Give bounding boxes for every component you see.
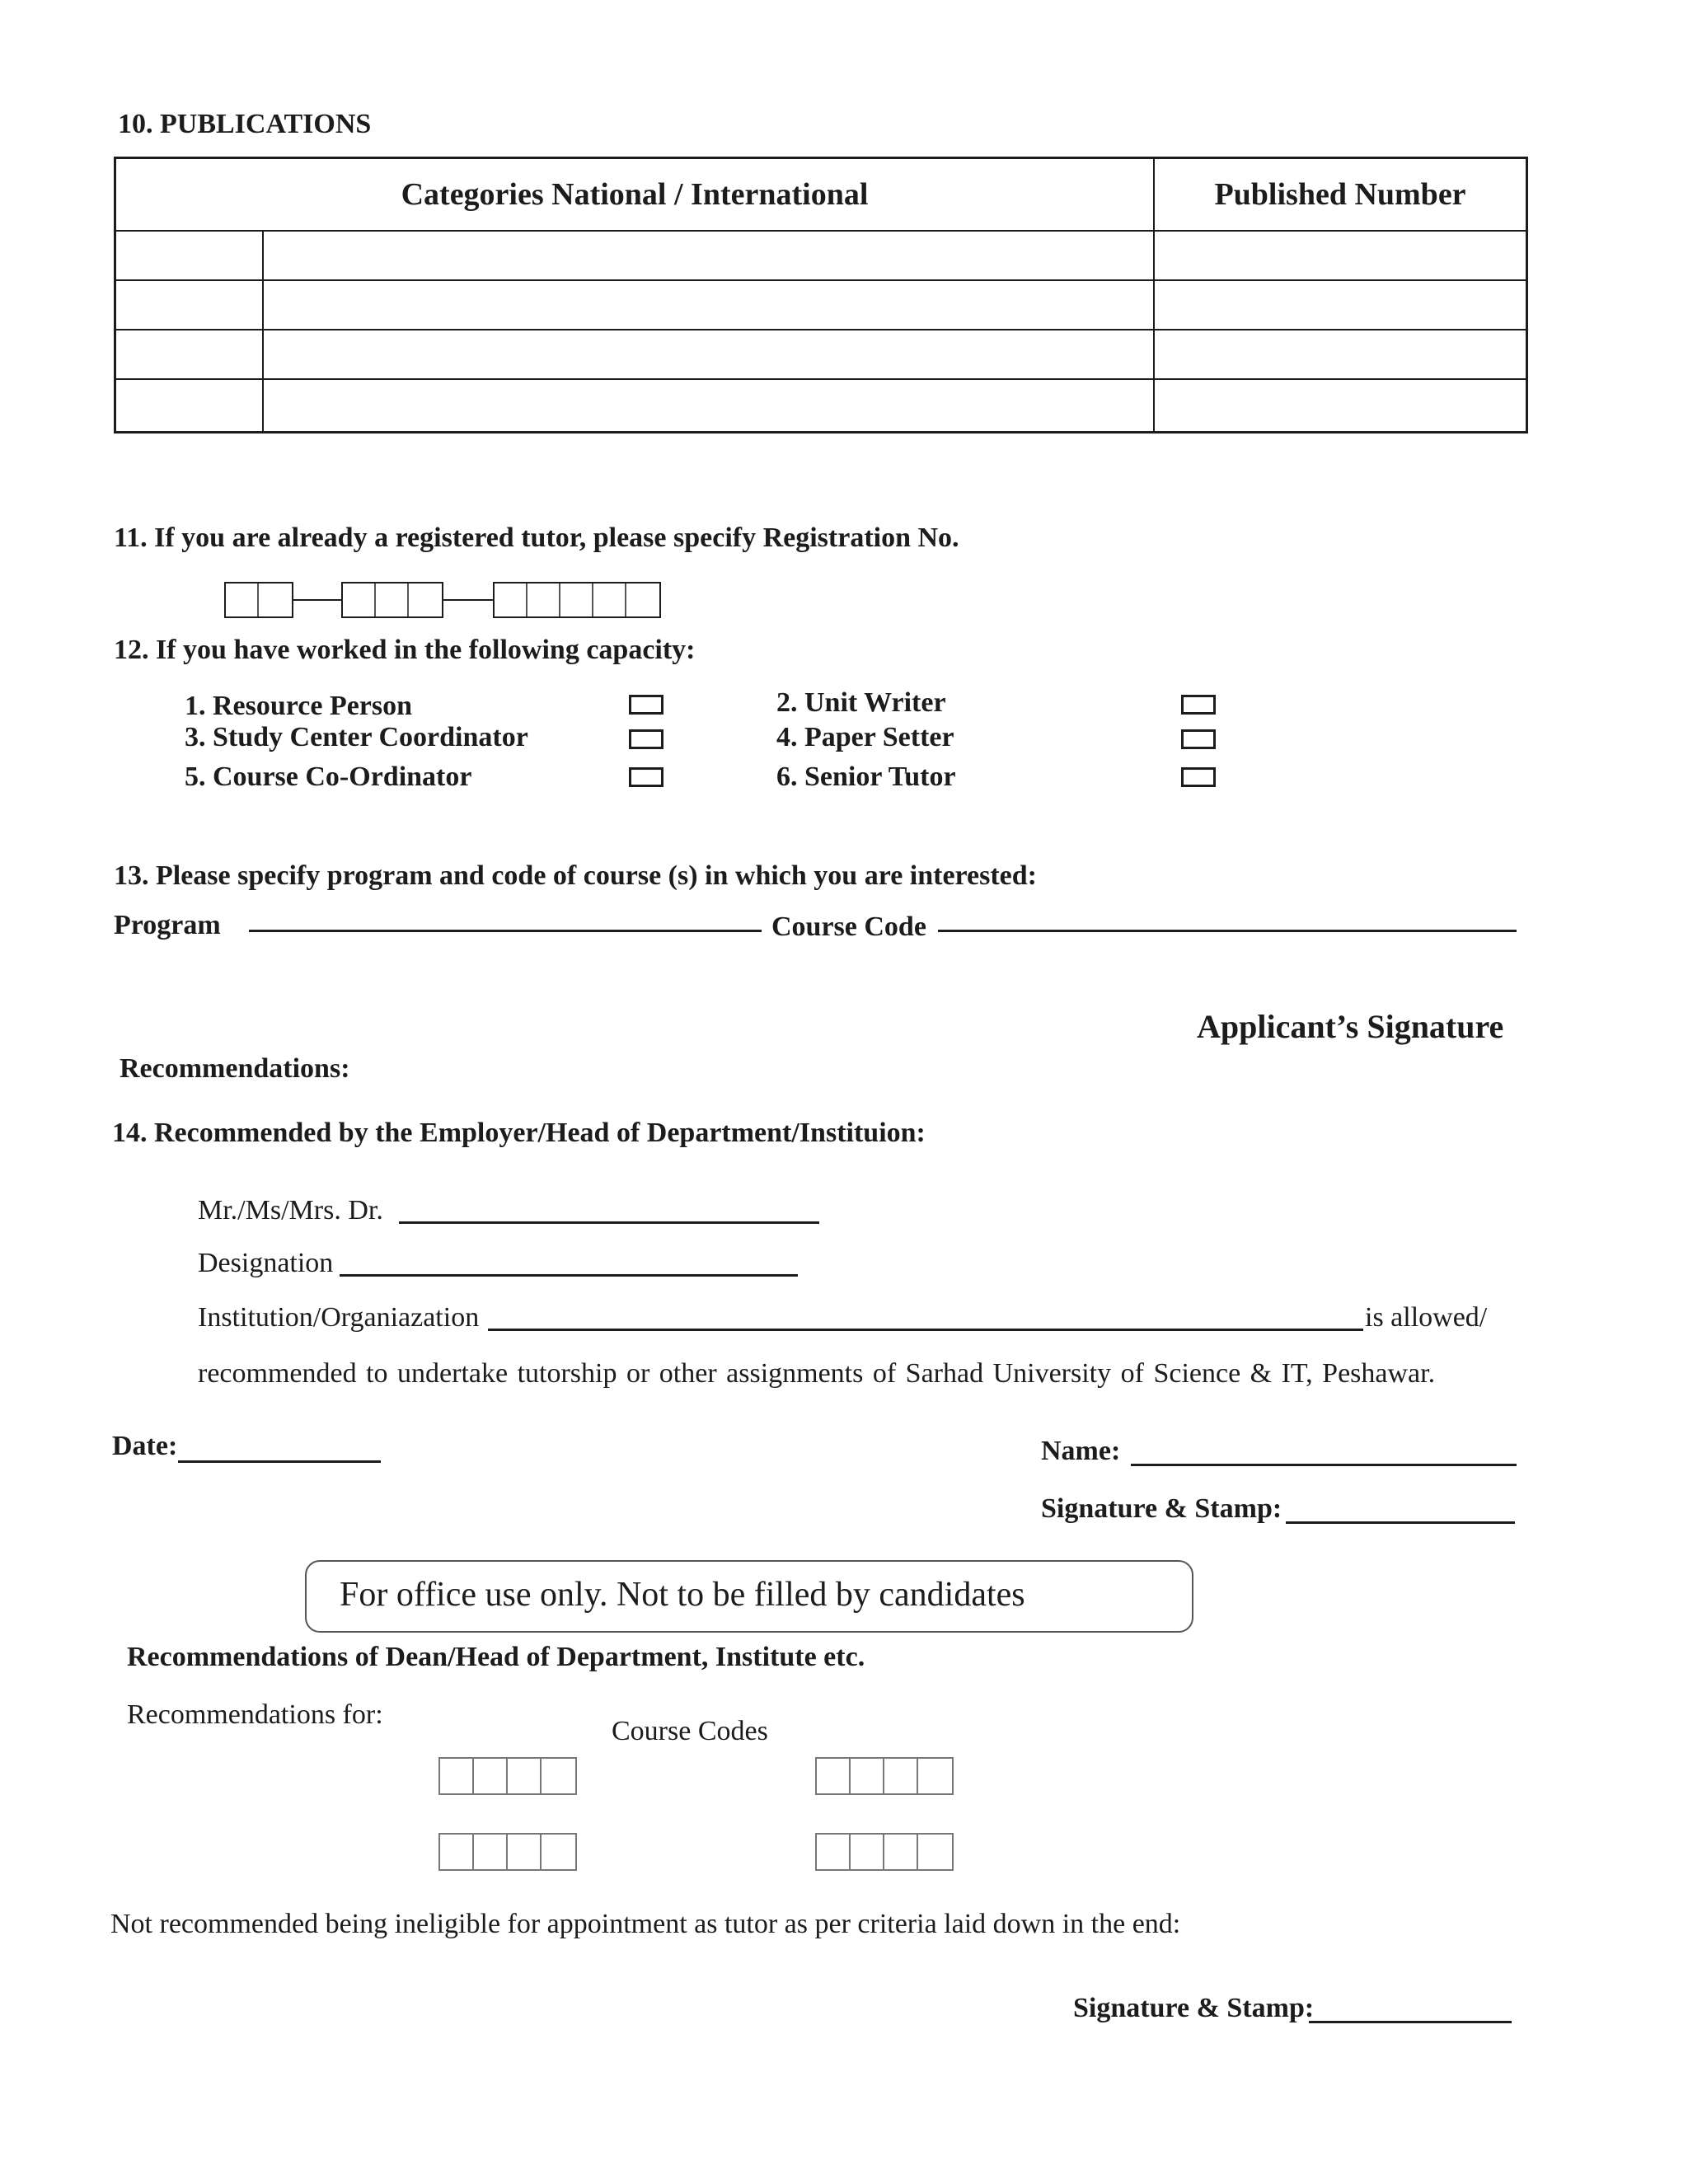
option-study-center-coordinator: 3. Study Center Coordinator [185, 722, 528, 752]
publications-table [114, 157, 1528, 434]
signature-stamp-field[interactable] [1286, 1521, 1515, 1524]
recommender-name-label: Mr./Ms/Mrs. Dr. [198, 1195, 383, 1226]
row-index-cell[interactable] [115, 231, 264, 280]
published-number-cell[interactable] [1154, 280, 1527, 330]
course-codes-label: Course Codes [612, 1716, 768, 1746]
course-code-box[interactable] [815, 1757, 954, 1795]
institution-label: Institution/Organiazation [198, 1302, 480, 1333]
dean-recommendations-title: Recommendations of Dean/Head of Department, Institute etc. [127, 1642, 865, 1672]
row-index-cell[interactable] [115, 280, 264, 330]
checkbox-resource-person[interactable] [629, 695, 663, 715]
categories-header: Categories National / International [115, 158, 1155, 232]
date-label: Date: [112, 1431, 178, 1461]
table-row [115, 330, 1527, 379]
section-10-title: 10. PUBLICATIONS [118, 109, 372, 139]
category-cell[interactable] [263, 231, 1154, 280]
table-row [115, 231, 1527, 280]
option-unit-writer: 2. Unit Writer [776, 687, 946, 718]
section-11-question: 11. If you are already a registered tutor, please specify Registration No. [114, 523, 959, 553]
table-header-row [115, 158, 1527, 232]
option-resource-person: 1. Resource Person [185, 691, 413, 721]
office-use-banner [305, 1560, 1193, 1633]
table-row [115, 379, 1527, 433]
section-13-question: 13. Please specify program and code of course (s) in which you are interested: [114, 860, 1037, 891]
row-index-cell[interactable] [115, 379, 264, 433]
published-number-cell[interactable] [1154, 330, 1527, 379]
option-paper-setter: 4. Paper Setter [776, 722, 954, 752]
designation-label: Designation [198, 1248, 334, 1278]
option-senior-tutor: 6. Senior Tutor [776, 762, 956, 792]
registration-dash [443, 599, 493, 601]
date-field[interactable] [178, 1460, 381, 1463]
recommendations-label: Recommendations: [120, 1053, 350, 1084]
recommender-name-field[interactable] [399, 1221, 819, 1224]
program-field[interactable] [249, 930, 762, 932]
course-code-field[interactable] [938, 930, 1517, 932]
category-cell[interactable] [263, 379, 1154, 433]
institution-field[interactable] [488, 1329, 1363, 1331]
applicant-signature-label: Applicant’s Signature [1197, 1008, 1504, 1045]
office-signature-stamp-field[interactable] [1309, 2021, 1512, 2023]
not-recommended-text: Not recommended being ineligible for appointment as tutor as per criteria laid down in the end: [110, 1909, 1181, 1939]
name-field[interactable] [1131, 1464, 1517, 1466]
designation-field[interactable] [340, 1274, 798, 1277]
course-code-box[interactable] [815, 1833, 954, 1871]
office-signature-stamp-label: Signature & Stamp: [1073, 1993, 1315, 2023]
row-index-cell[interactable] [115, 330, 264, 379]
course-code-label: Course Code [771, 912, 926, 942]
published-number-cell[interactable] [1154, 231, 1527, 280]
signature-stamp-label: Signature & Stamp: [1041, 1493, 1282, 1524]
published-number-cell[interactable] [1154, 379, 1527, 433]
office-use-notice: For office use only. Not to be filled by candidates [340, 1576, 1025, 1614]
checkbox-study-center-coordinator[interactable] [629, 729, 663, 749]
registration-part-2[interactable] [341, 582, 443, 618]
table-row [115, 280, 1527, 330]
course-code-box[interactable] [438, 1757, 577, 1795]
published-number-header: Published Number [1154, 158, 1527, 232]
checkbox-senior-tutor[interactable] [1181, 767, 1216, 787]
allowed-text: is allowed/ [1365, 1302, 1488, 1333]
registration-part-3[interactable] [493, 582, 661, 618]
recommendations-for-label: Recommendations for: [127, 1699, 383, 1730]
course-code-box[interactable] [438, 1833, 577, 1871]
checkbox-unit-writer[interactable] [1181, 695, 1216, 715]
section-14-question: 14. Recommended by the Employer/Head of Department/Instituion: [112, 1118, 926, 1148]
category-cell[interactable] [263, 280, 1154, 330]
program-label: Program [114, 910, 221, 940]
checkbox-course-coordinator[interactable] [629, 767, 663, 787]
option-course-coordinator: 5. Course Co-Ordinator [185, 762, 472, 792]
category-cell[interactable] [263, 330, 1154, 379]
registration-dash [293, 599, 341, 601]
section-12-question: 12. If you have worked in the following capacity: [114, 635, 696, 665]
recommended-text: recommended to undertake tutorship or other assignments of Sarhad University of Science & IT, Peshawar. [198, 1358, 1436, 1389]
name-label: Name: [1041, 1436, 1121, 1466]
checkbox-paper-setter[interactable] [1181, 729, 1216, 749]
registration-part-1[interactable] [224, 582, 293, 618]
